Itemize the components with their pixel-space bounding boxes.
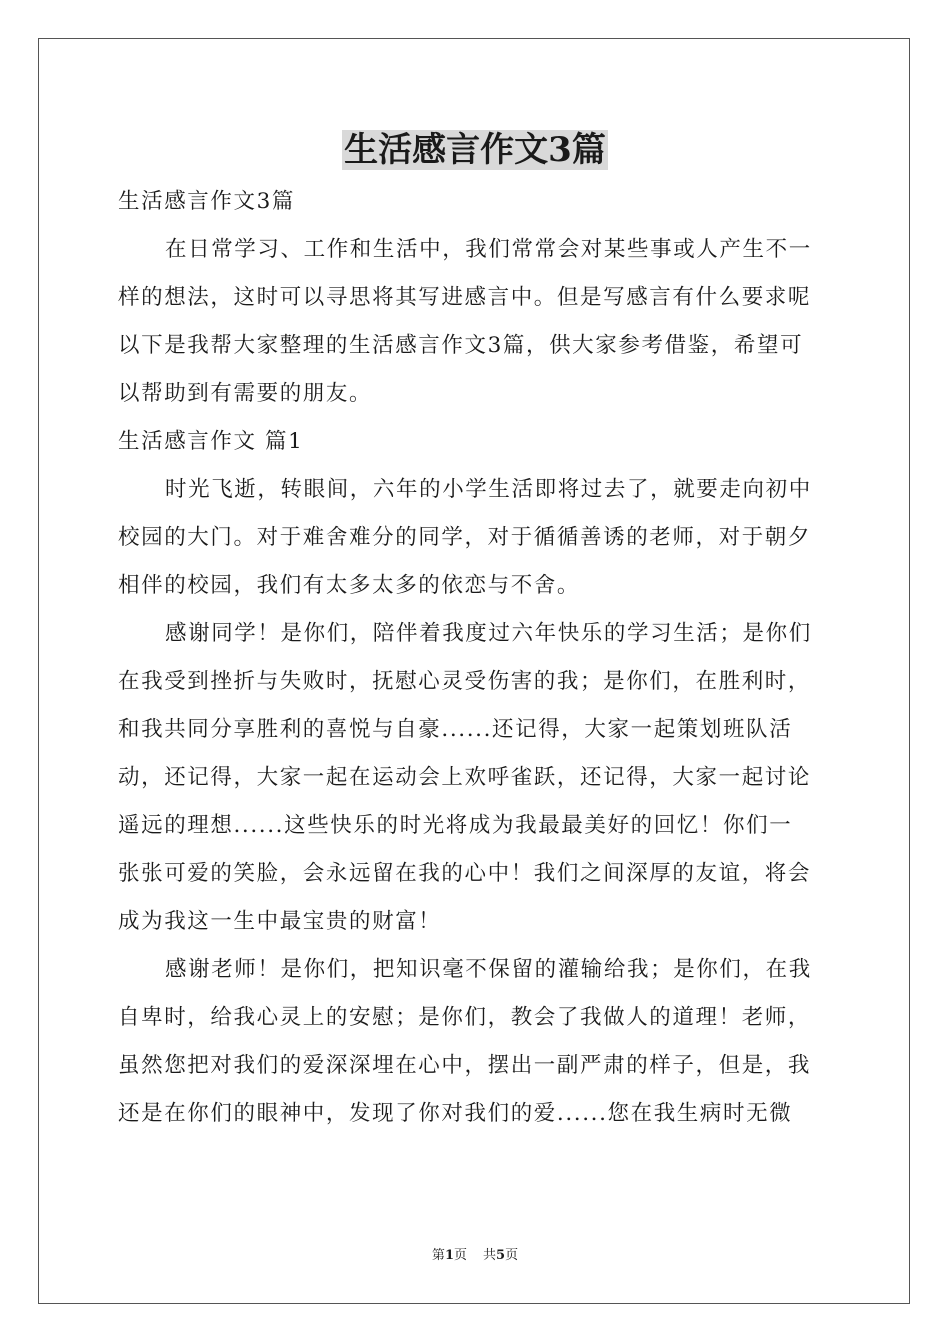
- document-body: [118, 178, 834, 1138]
- body-line: 以下是我帮大家整理的生活感言作文3篇，供大家参考借鉴，希望可: [118, 333, 804, 358]
- body-line: 时光飞逝，转眼间，六年的小学生活即将过去了，就要走向初中: [165, 477, 812, 502]
- page-footer: [0, 1246, 950, 1266]
- body-line: 遥远的理想......这些快乐的时光将成为我最最美好的回忆！你们一: [118, 813, 793, 838]
- body-line: 成为我这一生中最宝贵的财富！: [118, 909, 442, 934]
- body-line: 自卑时，给我心灵上的安慰；是你们，教会了我做人的道理！老师，: [118, 1005, 812, 1030]
- document-title: [0, 128, 950, 172]
- body-line: 动，还记得，大家一起在运动会上欢呼雀跃，还记得，大家一起讨论: [118, 765, 812, 790]
- body-line: 相伴的校园，我们有太多太多的依恋与不舍。: [118, 573, 581, 598]
- body-line: 以帮助到有需要的朋友。: [118, 381, 373, 406]
- body-line: 生活感言作文3篇: [118, 189, 295, 214]
- body-line: 在我受到挫折与失败时，抚慰心灵受伤害的我；是你们，在胜利时，: [118, 669, 812, 694]
- body-line: 感谢同学！是你们，陪伴着我度过六年快乐的学习生活；是你们: [165, 621, 812, 646]
- page-number: 1: [444, 1248, 454, 1263]
- body-line: 还是在你们的眼神中，发现了你对我们的爱......您在我生病时无微: [118, 1101, 793, 1126]
- total-suffix: 页: [505, 1248, 519, 1263]
- total-prefix: 共: [483, 1248, 497, 1263]
- body-line: 和我共同分享胜利的喜悦与自豪......还记得，大家一起策划班队活: [118, 717, 793, 742]
- body-line: 样的想法，这时可以寻思将其写进感言中。但是写感言有什么要求呢: [118, 285, 812, 310]
- page-prefix: 第: [431, 1248, 445, 1263]
- page-suffix: 页: [453, 1248, 467, 1263]
- total-pages: 5: [496, 1248, 506, 1263]
- body-line: 在日常学习、工作和生活中，我们常常会对某些事或人产生不一: [165, 237, 812, 262]
- body-line: 感谢老师！是你们，把知识毫不保留的灌输给我；是你们，在我: [165, 957, 812, 982]
- body-line: 虽然您把对我们的爱深深埋在心中，摆出一副严肃的样子，但是，我: [118, 1053, 812, 1078]
- document-title-text: 生活感言作文3篇: [344, 130, 606, 170]
- section-heading: 生活感言作文 篇1: [118, 429, 304, 454]
- body-line: 校园的大门。对于难舍难分的同学，对于循循善诱的老师，对于朝夕: [118, 525, 812, 550]
- body-line: 张张可爱的笑脸，会永远留在我的心中！我们之间深厚的友谊，将会: [118, 861, 812, 886]
